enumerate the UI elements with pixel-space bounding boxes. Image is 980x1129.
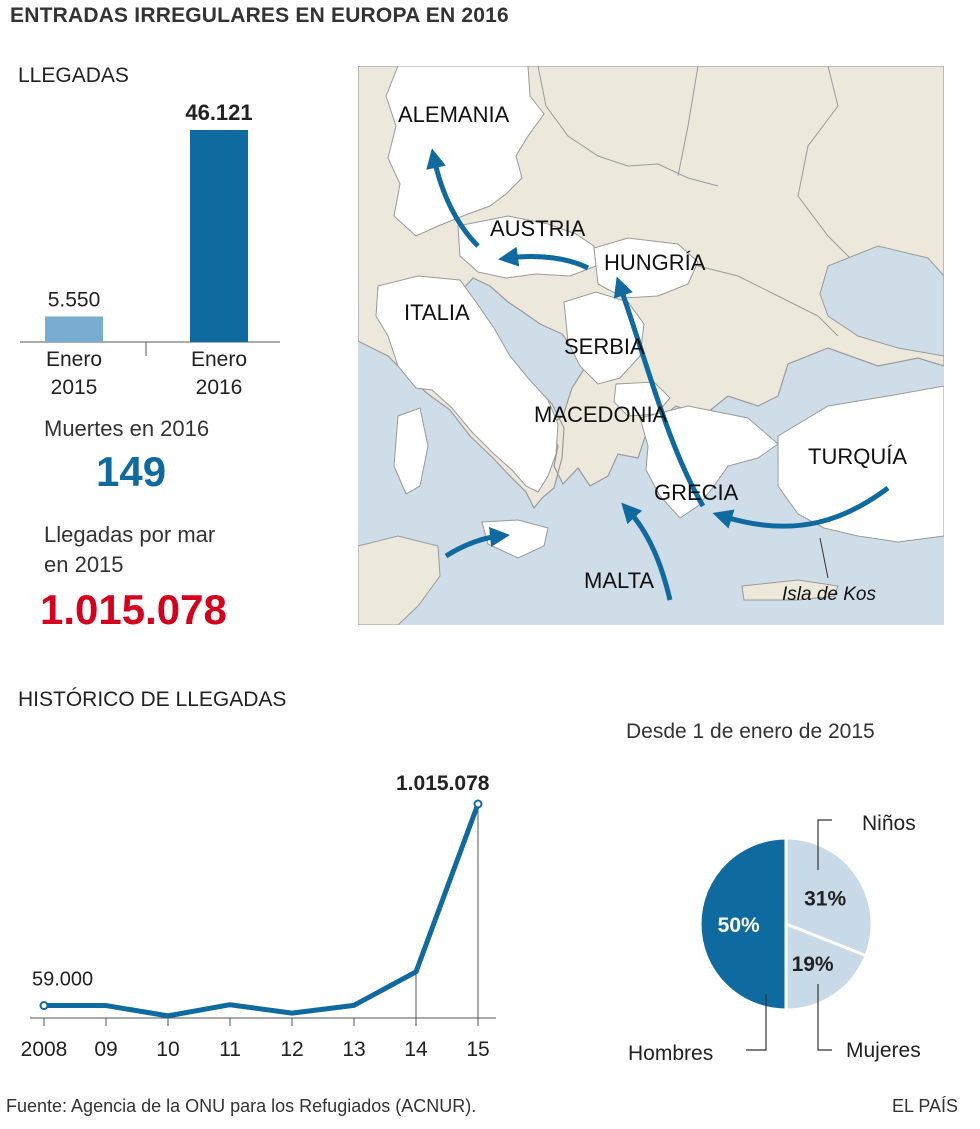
map-label-grecia: GRECIA xyxy=(654,480,739,505)
line-point-marker xyxy=(475,801,482,808)
historico-line-chart xyxy=(0,760,540,1070)
pie-heading: Desde 1 de enero de 2015 xyxy=(626,720,875,743)
map-label-alemania: ALEMANIA xyxy=(398,102,510,127)
historico-heading: HISTÓRICO DE LLEGADAS xyxy=(18,688,287,711)
line-x-tick-label: 10 xyxy=(156,1038,180,1061)
bar-value-label: 5.550 xyxy=(47,288,101,312)
muertes-label: Muertes en 2016 xyxy=(44,416,210,441)
pie-legend-label: Hombres xyxy=(628,1042,714,1065)
map-label-kos: Isla de Kos xyxy=(782,584,876,605)
map-label-macedonia: MACEDONIA xyxy=(534,402,668,427)
pie-legend-label: Mujeres xyxy=(846,1039,921,1062)
bar-value-label: 46.121 xyxy=(185,100,253,125)
bar-2 xyxy=(190,130,248,342)
brand-name: EL PAÍS xyxy=(892,1096,959,1116)
bar-category-label: Enero xyxy=(45,348,103,371)
bar-category-label: 2016 xyxy=(195,376,243,399)
mar-label-line1: Llegadas por mar xyxy=(44,522,216,547)
page-title: ENTRADAS IRREGULARES EN EUROPA EN 2016 xyxy=(10,4,509,27)
muertes-value: 149 xyxy=(96,448,167,495)
map-label-serbia: SERBIA xyxy=(564,334,645,359)
line-x-tick-label: 12 xyxy=(280,1038,304,1061)
line-annotation-label: 1.015.078 xyxy=(396,772,490,795)
line-x-tick-label: 11 xyxy=(219,1038,241,1061)
line-x-tick-label: 14 xyxy=(404,1038,428,1061)
mar-label-line2: en 2015 xyxy=(44,552,124,577)
mar-value: 1.015.078 xyxy=(40,586,227,633)
map-label-italia: ITALIA xyxy=(404,300,470,325)
map-label-hungria: HUNGRÍA xyxy=(604,250,706,275)
bar-category-label: Enero xyxy=(190,348,248,371)
llegadas-heading: LLEGADAS xyxy=(18,64,129,87)
pie-percent-label: 19% xyxy=(791,953,834,977)
line-annotation-label: 59.000 xyxy=(32,968,94,991)
pie-legend-label: Niños xyxy=(862,812,916,835)
map-label-malta: MALTA xyxy=(584,568,655,593)
line-x-tick-label: 13 xyxy=(342,1038,366,1061)
pie-percent-label: 31% xyxy=(804,887,847,911)
bar-1 xyxy=(45,316,103,342)
llegadas-bar-chart xyxy=(0,90,320,410)
source-note: Fuente: Agencia de la ONU para los Refugiados (ACNUR). xyxy=(6,1096,477,1116)
europe-route-map xyxy=(358,66,944,625)
pie-chart xyxy=(600,770,960,1090)
line-series xyxy=(44,804,478,1016)
pie-percent-label: 50% xyxy=(717,914,760,937)
line-x-tick-label: 15 xyxy=(466,1038,490,1061)
bar-category-label: 2015 xyxy=(50,376,98,399)
line-point-marker xyxy=(41,1002,48,1009)
map-label-turquia: TURQUÍA xyxy=(808,444,907,469)
map-label-austria: AUSTRIA xyxy=(490,216,586,241)
line-x-tick-label: 09 xyxy=(94,1038,118,1061)
line-x-tick-label: 2008 xyxy=(20,1038,68,1061)
